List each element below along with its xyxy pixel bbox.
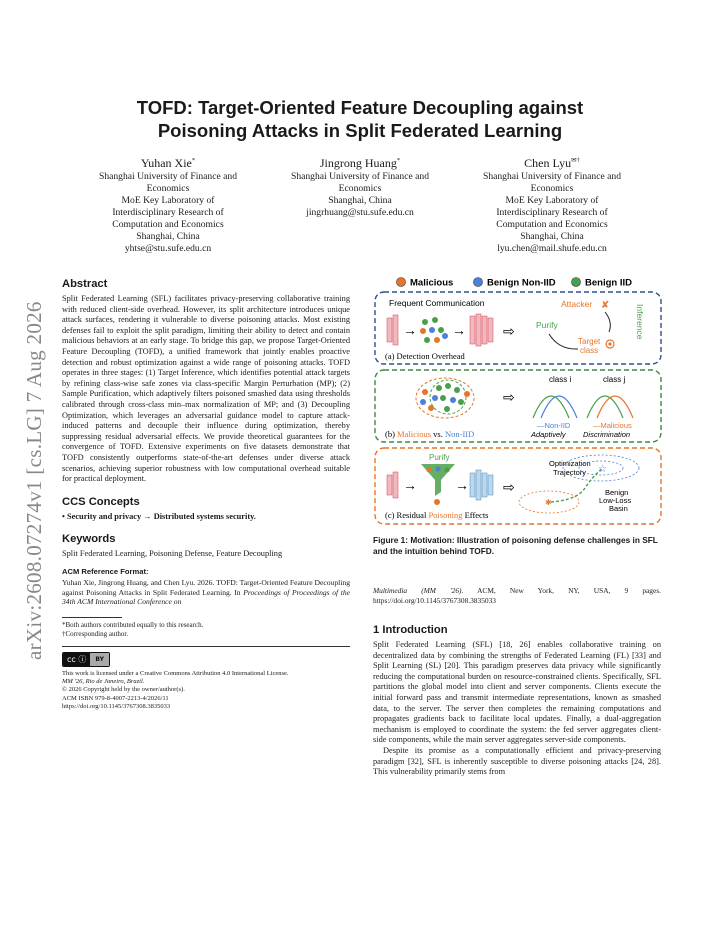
footnote-corresponding: †Corresponding author. [62,630,129,639]
client-model-icon [387,315,398,345]
abstract-text: Split Federated Learning (SFL) facilitates privacy-preserving collaborative training with reduced client-side overhead. However, its split architecture introduces unique attack surfaces, rendering it vulnerable to diverse poisoning attacks. Most existing defenses fail to exploit the split paradigm, limiting their ability to detect and contain malicious behaviors at an early stage. To bridge this gap, we propose Target-Oriented Feature Decoupling (TOFD), a unified framework that jointly enables proactive detection and robust optimization against a wide range of poisoning attacks. TOFD operates in three stages: (1) Target Inference, which identifies potential attack targets by refining class-wise safe zones via class-specific Margin Perturbation (MP); (2) Sample Purification, which adaptively filters poisoned smashed data using thresholds calibrated through cross-class min–max normalization of MP; and (3) Decoupling Optimization, which leverages an adversarial guidance model to capture attack-induced patterns and decouple their influence during optimization, thereby suppressing residual adversarial effects. We provide theoretical guarantees for the convergence of TOFD. Extensive experiments on five datasets demonstrate that TOFD consistently outperforms state-of-the-art defenses under diverse attack scenarios, achieving superior robustness with low computational overhead suitable for practical deployment. [62,294,350,484]
figure-1 [373,270,663,532]
cc-license-badge[interactable]: cc ⓘ BY [62,652,110,667]
target-label: Target [578,337,601,346]
legend-iid: Benign IID [585,277,632,289]
distribution-curve [533,396,569,418]
author-block-2: Jingrong Huang* Shanghai University of Finance and Economics Shanghai, China jingrhuang@stu.sufe.edu.cn [260,153,460,219]
adaptively-label: Adaptively [531,430,566,439]
left-column [62,278,350,711]
distribution-curve [587,396,623,418]
trajectory-label: Trajectory [553,468,587,477]
client-model-icon [387,472,398,498]
license-text: This work is licensed under a Creative Commons Attribution 4.0 International License. MM '26, Rio de Janeiro, Brazil. © 2026 Copyright held by the owner/author(s). ACM ISBN 979-8-4007-2213-4/2026/11 https://doi.org/10.1145/3767308.3835033 [62,670,289,710]
basin-label-1: Benign [605,488,629,497]
license-rule [62,646,350,647]
purify-label: Purify [536,320,558,330]
intro-heading: 1 Introduction [373,624,448,636]
cycle-arrow [605,312,610,332]
legend-dot-iid [572,278,581,287]
star-icon: ☆ [598,464,607,475]
distribution-curve [541,396,577,418]
basin-label-3: Basin [609,504,628,513]
author-block-3: Chen Lyu✉† Shanghai University of Finance and Economics MoE Key Laboratory of Interdisciplinary Research of Computation and Economics Shanghai, China lyu.chen@mail.shufe.edu.cn [452,153,652,255]
server-model-icon [470,470,493,500]
paper-title: TOFD: Target-Oriented Feature Decoupling against Poisoning Attacks in Split Federated Learning [136,97,584,141]
author-block-1: Yuhan Xie* Shanghai University of Finance and Economics MoE Key Laboratory of Interdisciplinary Research of Computation and Economics Shanghai, China yhtse@stu.sufe.edu.cn [68,153,268,255]
intro-paragraph-1: Split Federated Learning (SFL) [18, 26] enables collaborative training on decentralized data by combining the strengths of Federated Learning (FL) [33] and Split Learning (SL) [20]. This paradigm preserves data privacy while significantly reducing the computational burden on resource-constrained clients. Specifically, SFL partitions the global model into client and server components. Clients execute the initial forward pass and transmit intermediate representations, known as smashed data, to the server. The server then completes the remaining computations and propagates gradients back to facilitate local updates. Finally, a dual-aggregation mechanism is employed to coordinate the system: the fed server aggregates client-side components, while the main server aggregates server-side components. [373,640,661,745]
legend-noniid: Benign Non-IID [487,277,556,289]
legend-malicious-curve: —Malicious [593,421,632,430]
footnote-rule [62,617,122,618]
residual-poison-dot [434,499,440,505]
hollow-arrow-icon: ⇨ [503,325,515,340]
attacker-icon: ✘ [601,300,610,311]
cycle-arrow [549,334,578,349]
panel-a-title: Frequent Communication [389,298,485,308]
inference-label: Inference [635,304,645,340]
panel-c [375,448,661,524]
optimization-label: Optimization [549,459,591,468]
figure-caption: Figure 1: Motivation: Illustration of poisoning defense challenges in SFL and the intuition behind TOFD. [373,535,658,556]
keywords-text: Split Federated Learning, Poisoning Defense, Feature Decoupling [62,549,283,559]
intro-paragraph-2: Despite its promise as a computationally efficient and privacy-preserving paradigm [32], SFL is inherently susceptible to diverse poisoning attacks [24, 28]. This vulnerability primarily stems from [373,745,661,777]
legend-dot-noniid [474,278,483,287]
panel-c-caption: (c) Residual Poisoning Effects [385,510,489,520]
author-email[interactable]: yhtse@stu.sufe.edu.cn [124,243,212,254]
ccs-heading: CCS Concepts [62,495,140,508]
figure-legend [397,278,633,289]
server-model-icon [470,314,493,346]
smashed-data-cluster [420,317,448,343]
abstract-heading: Abstract [62,278,108,290]
panel-b [375,370,661,442]
arxiv-sidebar-stamp: arXiv:2608.07274v1 [cs.LG] 7 Aug 2026 [22,301,46,660]
poison-start-icon: ✱ [545,498,552,507]
arrow-icon: → [403,324,417,339]
arrow-icon: → [403,479,417,494]
panel-b-caption: (b) Malicious vs. Non-IID [385,429,475,439]
introduction-section [373,624,661,778]
author-email[interactable]: lyu.chen@mail.shufe.edu.cn [497,243,607,254]
arrow-icon: → [452,324,466,339]
keywords-heading: Keywords [62,533,116,546]
legend-dot-malicious [397,278,406,287]
acm-ref-text: Yuhan Xie, Jingrong Huang, and Chen Lyu. 2026. TOFD: Target-Oriented Feature Decoupling against Poisoning Attacks in Split Federated Learning. In Proceedings of Proceedings of the 34th ACM International Conference on [62,577,350,607]
author-email[interactable]: jingrhuang@stu.sufe.edu.cn [306,207,414,218]
class-j-label: class j [603,375,626,384]
hollow-arrow-icon: ⇨ [503,481,515,496]
distribution-curve [597,396,633,418]
target-class-label: class [580,346,599,355]
hollow-arrow-icon: ⇨ [503,391,515,406]
arrow-icon: → [455,479,469,494]
panel-a [375,292,661,364]
basin-label-2: Low-Loss [599,496,632,505]
panel-a-caption: (a) Detection Overhead [385,351,465,361]
footnote-equal: *Both authors contributed equally to this research. [62,621,204,630]
venue-text: Multimedia (MM '26). ACM, New York, NY, USA, 9 pages. https://doi.org/10.1145/3767308.3835033 [373,586,661,605]
legend-malicious: Malicious [410,277,454,289]
legend-noniid-curve: —Non-IID [537,421,571,430]
discrimination-label: Discrimination [583,430,631,439]
ccs-text: • Security and privacy → Distributed systems security. [62,511,256,521]
purify-label-c: Purify [429,453,450,462]
attacker-label: Attacker [561,299,593,309]
target-icon-center [608,342,611,345]
acm-ref-heading: ACM Reference Format: [62,566,149,576]
class-i-label: class i [549,375,572,384]
